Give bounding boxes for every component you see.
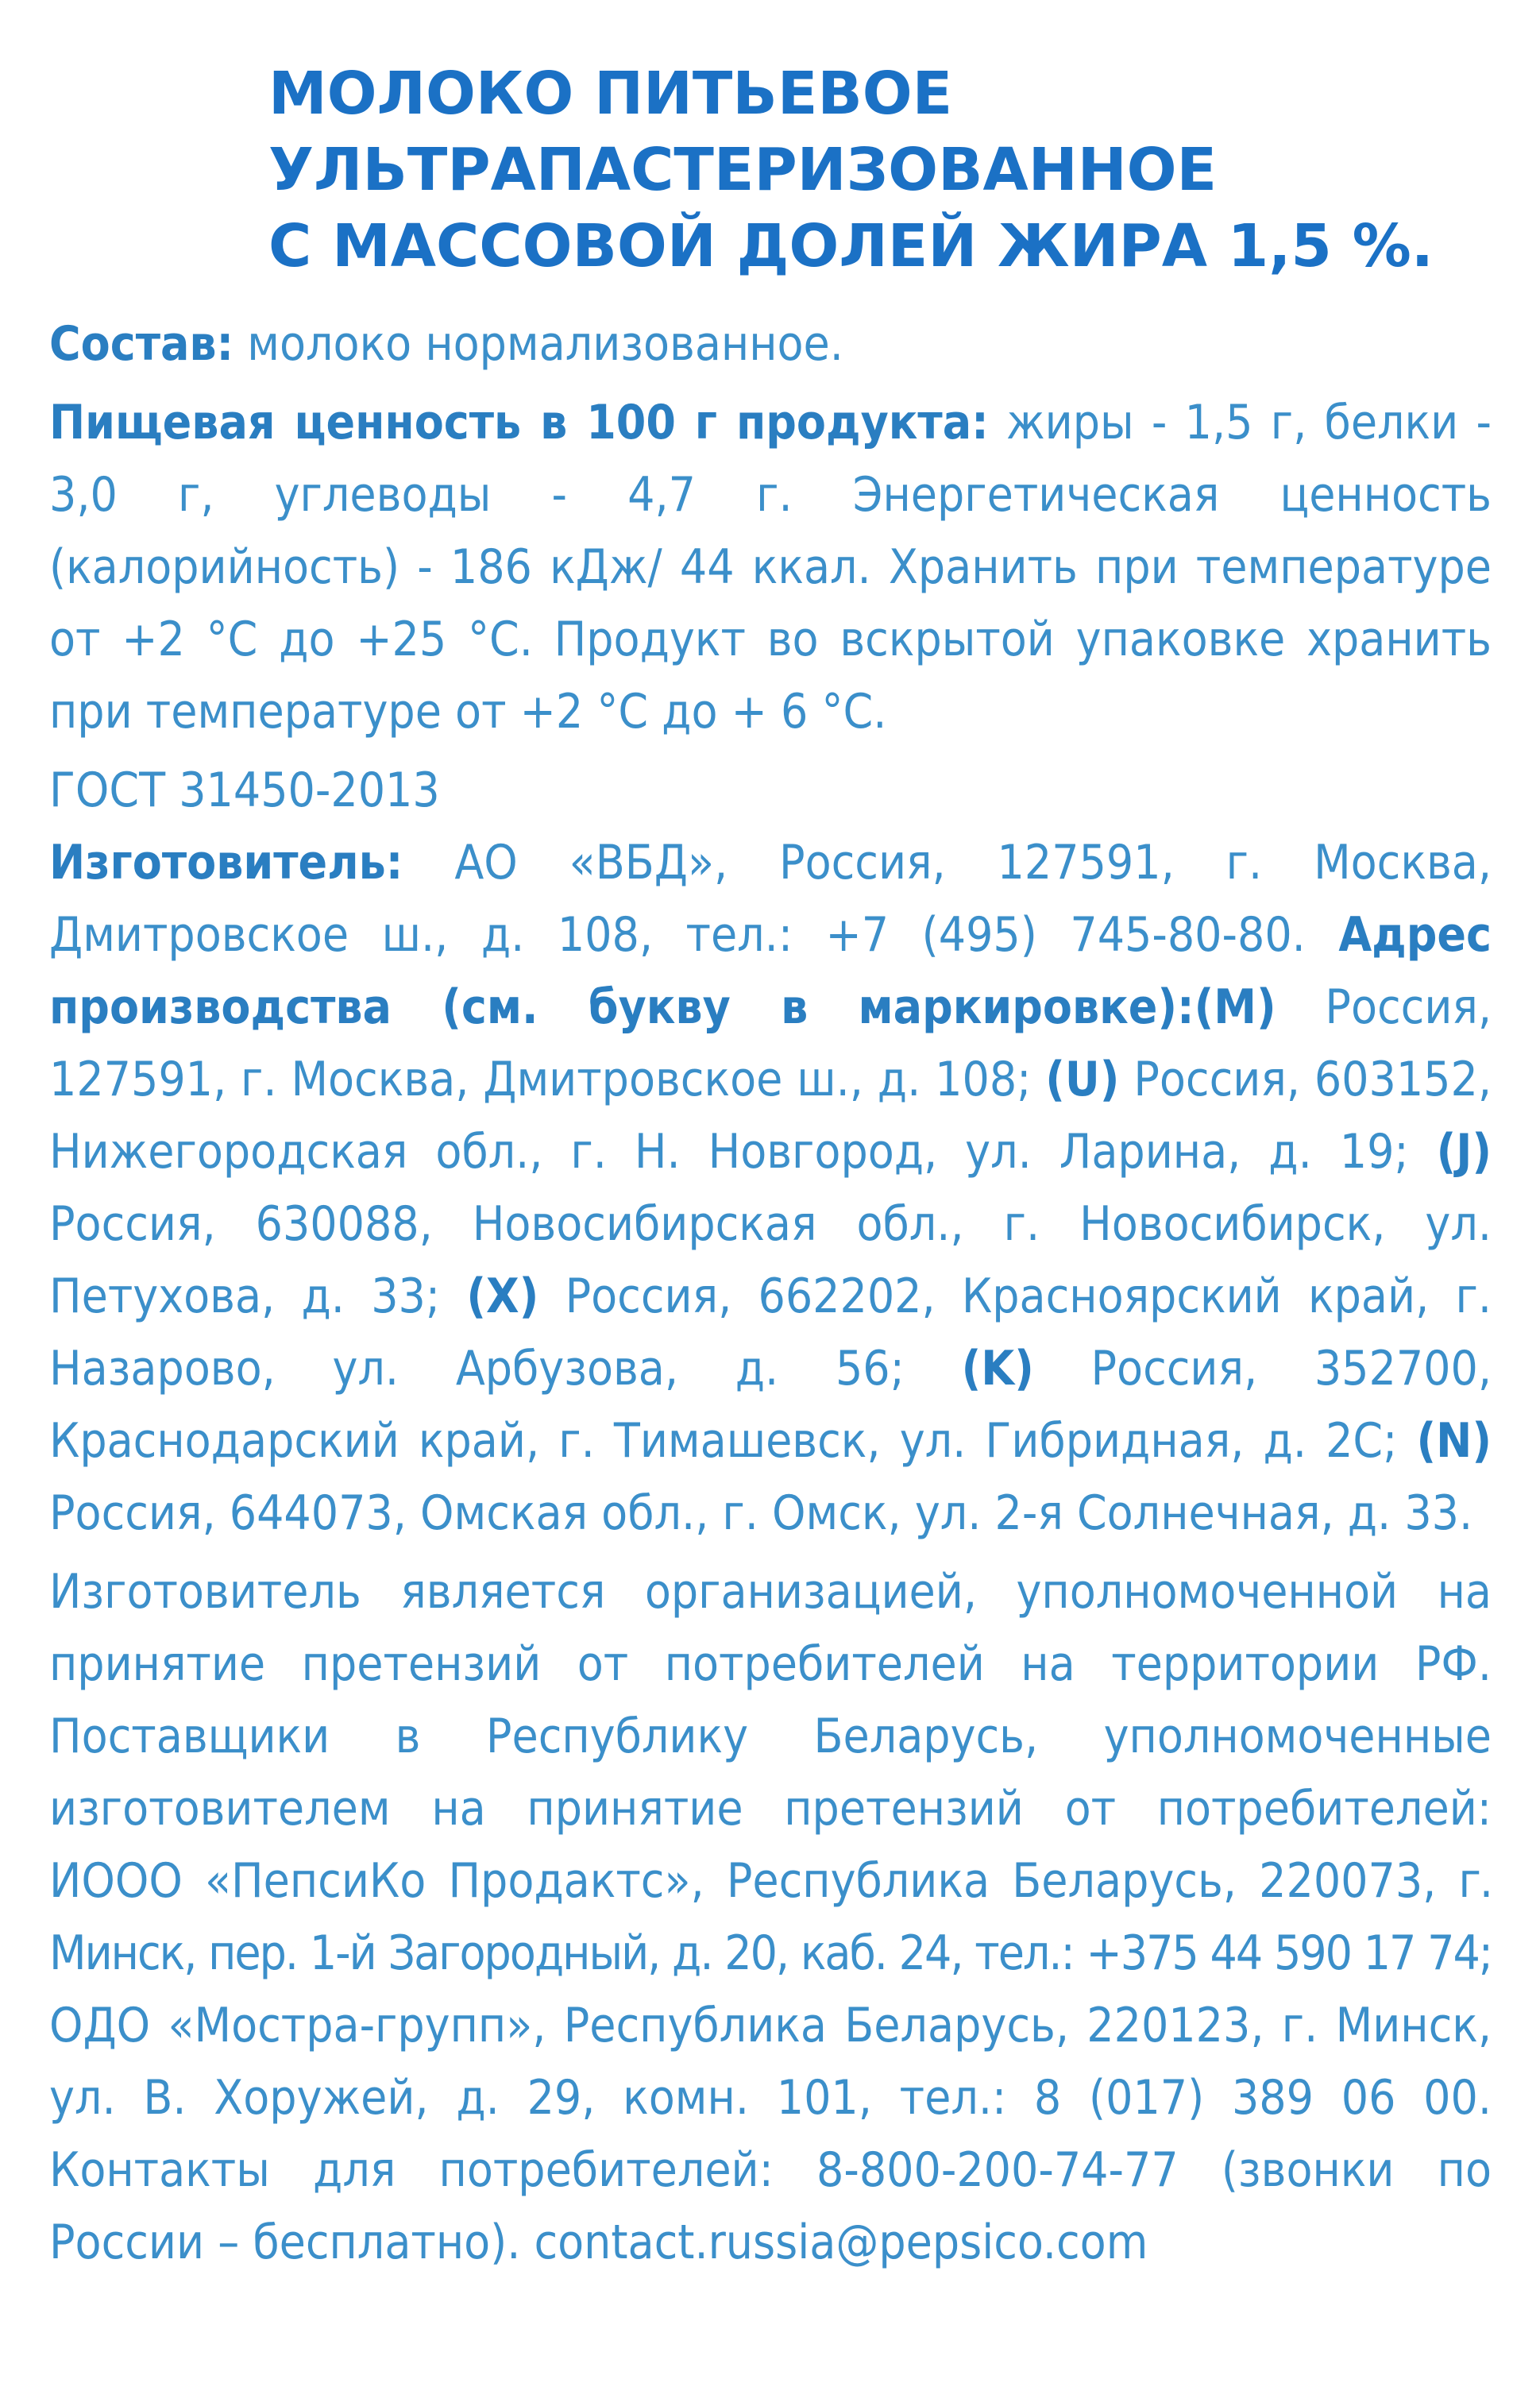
composition-text: молоко нормализованное. <box>234 316 843 372</box>
title-line-1: МОЛОКО ПИТЬЕВОЕ <box>268 60 953 128</box>
site-code: (M) <box>1194 979 1276 1035</box>
production-address-label: Адрес производства (см. букву в маркировке): <box>49 907 1492 1035</box>
site-address: Россия, 603152, Нижегородская обл., г. Н. Новгород, ул. Ларина, д. 19; <box>49 1052 1492 1180</box>
standard-text: ГОСТ 31450-2013 <box>49 763 440 818</box>
standard-paragraph <box>49 755 1492 827</box>
site-address: Россия, 127591, г. Москва, Дмитровское ш., д. 108; <box>49 979 1492 1107</box>
site-address: Россия, 644073, Омская обл., г. Омск, ул. 2-я Солнечная, д. 33. <box>49 1485 1473 1541</box>
label-body <box>49 308 1492 2285</box>
title-line-3: С МАССОВОЙ ДОЛЕЙ ЖИРА 1,5 %. <box>268 212 1434 280</box>
site-code: (J) <box>1436 1124 1492 1180</box>
site-code: (U) <box>1045 1052 1120 1107</box>
manufacturer-paragraph <box>49 827 1492 1550</box>
nutrition-paragraph <box>49 387 1492 748</box>
claims-text-3: ОДО «Мостра-групп», Республика Беларусь, 220123, г. Минск, ул. В. Хоружей, д. 29, комн. 101, тел.: 8 (017) 389 06 00. Контакты для потребителей: 8-800-200-74-77 (звонки по России – бесплатно). contact.russia@pepsico.com <box>49 1998 1492 2270</box>
nutrition-text: жиры - 1,5 г, белки - 3,0 г, углеводы - 4,7 г. Энергетическая ценность (калорийность) - 186 кДж/ 44 ккал. Хранить при температуре от +2 °С до +25 °С. Продукт во вскрытой упаковке хранить при температуре от +2 °С до + 6 °С. <box>49 395 1492 740</box>
site-code: (X) <box>466 1269 539 1324</box>
manufacturer-text: АО «ВБД», Россия, 127591, г. Москва, Дмитровское ш., д. 108, тел.: +7 (495) 745-80-80. <box>49 835 1492 963</box>
site-address: Россия, 630088, Новосибирская обл., г. Новосибирск, ул. Петухова, д. 33; <box>49 1196 1492 1324</box>
nutrition-label: Пищевая ценность в 100 г продукта: <box>49 395 989 450</box>
manufacturer-label: Изготовитель: <box>49 835 403 890</box>
claims-text-1: Изготовитель является организацией, уполномоченной на принятие претензий от потребителей на территории РФ. Поставщики в Республику Беларусь, уполномоченные изготовителем на принятие претензий от потребителей: ИООО «ПепсиКо Продактс», Республика Беларусь, 220073, <box>49 1564 1492 1909</box>
site-address: Россия, 662202, Красноярский край, г. Назарово, ул. Арбузова, д. 56; <box>49 1269 1492 1396</box>
site-code: (K) <box>961 1341 1034 1396</box>
composition-label: Состав: <box>49 316 234 372</box>
title-line-2: УЛЬТРАПАСТЕРИЗОВАННОЕ <box>268 136 1218 204</box>
composition-paragraph <box>49 308 1492 380</box>
claims-text-2: г. Минск, пер. 1-й Загородный, д. 20, каб. 24, тел.: +375 44 590 17 74; <box>49 1853 1492 1981</box>
product-title <box>268 56 1476 284</box>
claims-paragraph <box>49 1556 1492 2279</box>
site-code: (N) <box>1416 1413 1492 1469</box>
site-address: Россия, 352700, Краснодарский край, г. Тимашевск, ул. Гибридная, д. 2С; <box>49 1341 1492 1469</box>
